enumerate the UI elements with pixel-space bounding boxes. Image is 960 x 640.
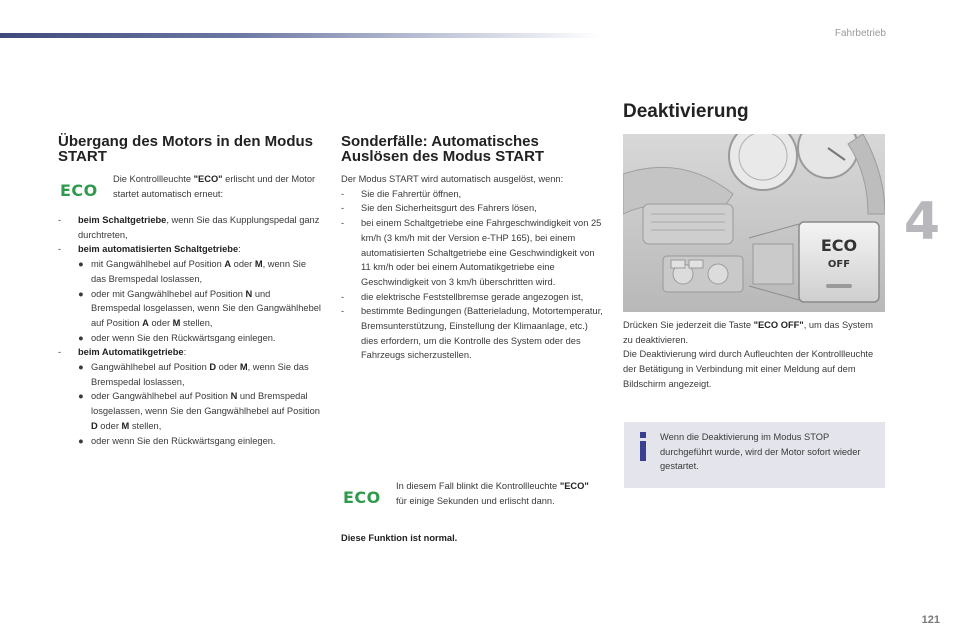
heading-deactivation: Deaktivierung xyxy=(623,101,749,122)
blink-note: In diesem Fall blinkt die Kontrollleuchte "ECO" für einige Sekunden und erlischt dann. xyxy=(396,481,589,506)
sub-list-item: ● oder wenn Sie den Rückwärtsgang einlegen. xyxy=(78,435,276,446)
deactivation-para-1: Drücken Sie jederzeit die Taste "ECO OFF", um das System zu deaktivieren. xyxy=(623,320,873,345)
list-item: - Sie den Sicherheitsgurt des Fahrers lösen, xyxy=(341,203,537,214)
info-icon xyxy=(638,432,648,462)
sub-list-item: ● oder Gangwählhebel auf Position N und Bremspedal losgelassen, wenn Sie den Gangwählhebel auf Position D oder M stellen, xyxy=(78,391,320,431)
section-title: Fahrbetrieb xyxy=(834,28,886,39)
off-label: OFF xyxy=(827,259,851,270)
deactivation-para-2: Die Deaktivierung wird durch Aufleuchten der Kontrollleuchte der Betätigung in Verbindung mit einer Meldung auf dem Bildschirm angezeigt. xyxy=(623,349,874,389)
sub-list-item: ● oder wenn Sie den Rückwärtsgang einlegen. xyxy=(78,332,276,343)
svg-text:ECO: ECO xyxy=(343,488,381,507)
eco-indicator-icon xyxy=(341,487,383,507)
chapter-number: 4 xyxy=(903,192,940,252)
normal-note: Diese Funktion ist normal. xyxy=(341,533,458,543)
heading-special-cases: Sonderfälle: Automatisches Auslösen des Modus START xyxy=(341,133,545,165)
special-cases-intro: Der Modus START wird automatisch ausgelöst, wenn: xyxy=(341,174,564,184)
svg-text:ECO: ECO xyxy=(60,181,98,200)
deactivation-text xyxy=(623,318,885,392)
list-item: - beim Automatikgetriebe: xyxy=(58,347,187,358)
info-text: Wenn die Deaktivierung im Modus STOP durchgeführt wurde, wird der Motor sofort wieder gestartet. xyxy=(660,432,861,472)
sub-list-item: ● Gangwählhebel auf Position D oder M, wenn Sie das Bremspedal loslassen, xyxy=(78,362,309,387)
eco-label: ECO xyxy=(820,236,858,255)
list-item: - beim automatisierten Schaltgetriebe: xyxy=(58,244,241,255)
section-special-cases xyxy=(341,134,603,164)
special-cases-list xyxy=(341,172,603,363)
page-number: 121 xyxy=(921,614,940,626)
list-item: - Sie die Fahrertür öffnen, xyxy=(341,188,462,199)
start-intro-text: Die Kontrollleuchte "ECO" erlischt und der Motor startet automatisch erneut: xyxy=(113,174,316,199)
heading-start-transition: Übergang des Motors in den Modus START xyxy=(58,133,314,165)
info-box xyxy=(624,422,885,488)
eco-off-button-photo xyxy=(623,134,885,312)
list-item: - bei einem Schaltgetriebe eine Fahrgeschwindigkeit von 25 km/h (3 km/h mit der Version e-THP 165), bei einem automatisierten Schaltgetriebe eine Geschwindigkeit von 11 km/h oder bei einem Automatikgetriebe eine Geschwindigkeit von 3 km/h überschritten wird. xyxy=(341,218,602,287)
list-item: - beim Schaltgetriebe, wenn Sie das Kupplungspedal ganz durchtreten, xyxy=(58,215,320,240)
list-item: - die elektrische Feststellbremse gerade angezogen ist, xyxy=(341,291,584,302)
header-gradient-bar xyxy=(0,33,600,38)
eco-indicator-icon xyxy=(58,180,100,200)
list-item: - bestimmte Bedingungen (Batterieladung, Motortemperatur, Bremsunterstützung, Einstellung der Klimaanlage, etc.) dies erfordern, um die Kontrolle des System oder des Fahrzeugs sicherzustellen. xyxy=(341,306,603,361)
sub-list-item: ● mit Gangwählhebel auf Position A oder M, wenn Sie das Bremspedal loslassen, xyxy=(78,259,307,284)
start-conditions-list xyxy=(58,213,322,448)
sub-list-item: ● oder mit Gangwählhebel auf Position N und Bremspedal losgelassen, wenn Sie den Gangwählhebel auf Position A oder M stellen, xyxy=(78,288,321,328)
section-start-transition xyxy=(58,134,320,164)
